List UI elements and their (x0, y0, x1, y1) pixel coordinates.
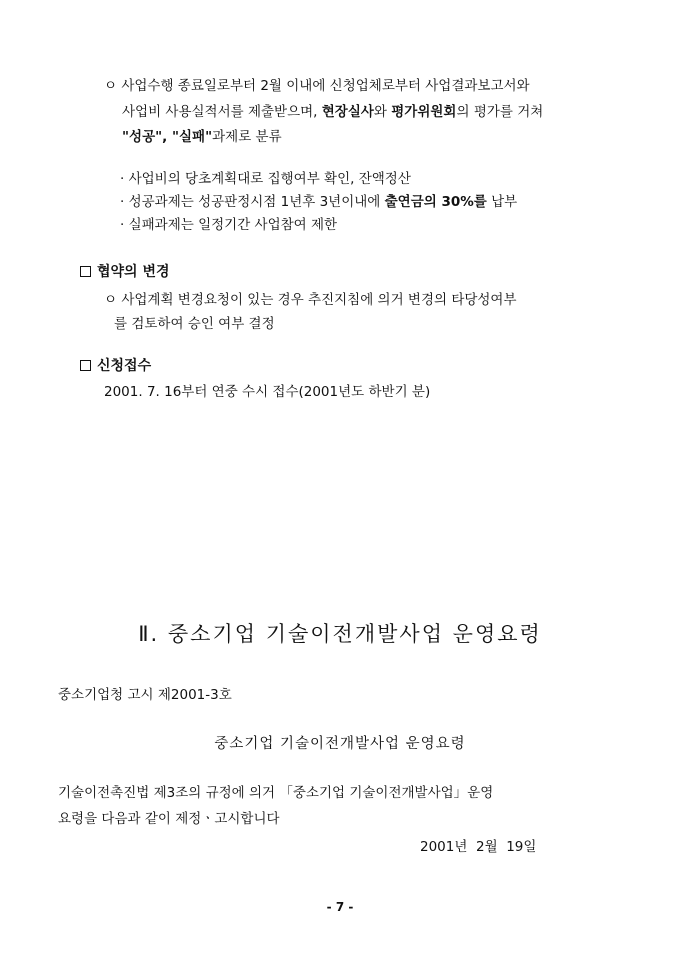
sub-item-1: · 사업비의 당초계획대로 집행여부 확인, 잔액정산 (120, 171, 411, 187)
agreement-change-heading (80, 263, 170, 281)
bold-success-fail: "성공", "실패" (122, 129, 213, 145)
text: 의 평가를 거쳐 (456, 104, 544, 120)
heading-text: 신청접수 (97, 358, 152, 374)
chapter-title: Ⅱ. 중소기업 기술이전개발사업 운영요령 (138, 622, 542, 646)
bullet1-line2 (122, 103, 543, 121)
bullet1-line3 (122, 128, 282, 146)
checkbox-square-icon (80, 266, 91, 277)
agreement-change-line2: 를 검토하여 승인 여부 결정 (114, 316, 275, 332)
text: 사업비 사용실적서를 제출받으며, (122, 104, 322, 120)
checkbox-square-icon (80, 360, 91, 371)
notice-number: 중소기업청 고시 제2001-3호 (58, 687, 232, 703)
bullet1-line1: ㅇ 사업수행 종료일로부터 2월 이내에 신청업체로부터 사업결과보고서와 (104, 78, 530, 94)
bold-committee: 평가위원회 (391, 104, 457, 120)
text: 과제로 분류 (212, 129, 282, 145)
text: · 성공과제는 성공판정시점 1년후 3년이내에 (120, 194, 385, 210)
sub-item-3: · 실패과제는 일정기간 사업참여 제한 (120, 217, 338, 233)
intro-line1: 기술이전촉진법 제3조의 규정에 의거 「중소기업 기술이전개발사업」운영 (58, 785, 494, 801)
application-heading (80, 357, 151, 375)
intro-line2: 요령을 다음과 같이 제정ㆍ고시합니다 (58, 811, 280, 827)
regulation-title: 중소기업 기술이전개발사업 운영요령 (214, 736, 466, 752)
text: 와 (373, 104, 392, 120)
page-number: - 7 - (326, 900, 354, 914)
heading-text: 협약의 변경 (97, 264, 170, 280)
agreement-change-line1: ㅇ 사업계획 변경요청이 있는 경우 추진지침에 의거 변경의 타당성여부 (104, 292, 517, 308)
text: 납부 (486, 194, 518, 210)
issue-date: 2001년 2월 19일 (420, 839, 537, 855)
sub-item-2 (120, 193, 517, 211)
application-body: 2001. 7. 16부터 연중 수시 접수(2001년도 하반기 분) (104, 384, 431, 400)
bold-onsite: 현장실사 (321, 104, 374, 120)
bold-30pct: 출연금의 30%를 (384, 194, 487, 210)
